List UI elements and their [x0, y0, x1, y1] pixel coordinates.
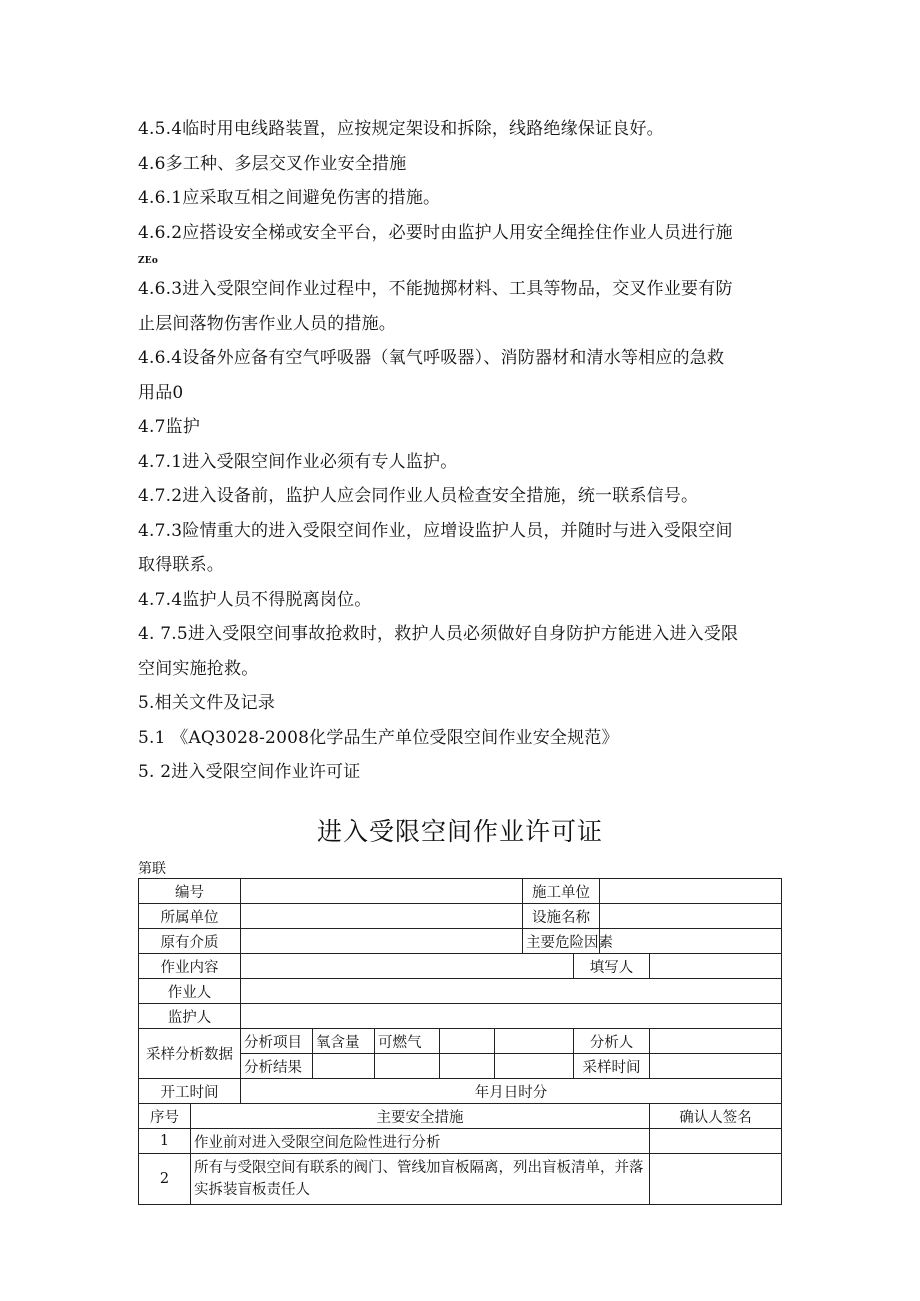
measure-text: 所有与受限空间有联系的阀门、管线加盲板隔离，列出盲板清单，并落实拆装盲板责任人: [191, 1154, 650, 1205]
measure-no: 2: [139, 1154, 191, 1205]
section-heading: 4.7监护: [138, 417, 201, 437]
paragraph-line: 4.6.3进入受限空间作业过程中，不能抛掷材料、工具等物品，交叉作业要有防: [138, 279, 733, 299]
value-result-b[interactable]: [495, 1054, 574, 1079]
paragraph-line: 止层间落物伤害作业人员的措施。: [138, 313, 396, 334]
label-analysis-result: 分析结果: [241, 1054, 313, 1079]
paragraph-line: 4.7.3险情重大的进入受限空间作业，应增设监护人员，并随时与进入受限空间: [138, 520, 733, 541]
value-sample-time[interactable]: [650, 1054, 782, 1079]
value-facility[interactable]: [600, 904, 782, 929]
paragraph-line: 5.1 《AQ3028-2008化学品生产单位受限空间作业安全规范》: [138, 727, 619, 748]
label-number: 编号: [139, 879, 241, 904]
paragraph-line: 4.6.2应搭设安全梯或安全平台，必要时由监护人用安全绳拴住作业人员进行施: [138, 222, 733, 243]
label-filler: 填写人: [574, 954, 650, 979]
value-result-a[interactable]: [440, 1054, 495, 1079]
section-heading: 5.相关文件及记录: [138, 693, 276, 713]
paragraph-fragment: ZEo: [138, 256, 159, 266]
value-combustible[interactable]: [375, 1054, 440, 1079]
label-contractor: 施工单位: [523, 879, 600, 904]
value-hazards[interactable]: [600, 929, 782, 954]
paragraph-line: 取得联系。: [138, 555, 224, 575]
paragraph-line: 5. 2进入受限空间作业许可证: [138, 762, 361, 782]
value-analyst[interactable]: [650, 1029, 782, 1054]
value-gas-a[interactable]: [440, 1029, 495, 1054]
value-filler[interactable]: [650, 954, 782, 979]
header-confirm: 确认人签名: [650, 1104, 782, 1129]
label-analysis-item: 分析项目: [241, 1029, 313, 1054]
value-oxygen[interactable]: [313, 1054, 375, 1079]
label-hazards: 主要危险因素: [523, 929, 600, 954]
value-worker[interactable]: [241, 979, 782, 1004]
paragraph-line: 空间实施抢救。: [138, 658, 259, 679]
paragraph-line: 用品0: [138, 382, 184, 403]
paragraph-line: 4.6.4设备外应备有空气呼吸器（氧气呼吸器）、消防器材和清水等相应的急救: [138, 348, 725, 368]
paragraph-line: 4.7.1进入受限空间作业必须有专人监护。: [138, 451, 458, 472]
header-seq: 序号: [139, 1104, 191, 1129]
label-worker: 作业人: [139, 979, 241, 1004]
label-unit: 所属单位: [139, 904, 241, 929]
measure-no: 1: [139, 1129, 191, 1154]
permit-table: [138, 878, 782, 1205]
paragraph-line: 4. 7.5进入受限空间事故抢救时，救护人员必须做好自身防护方能进入进入受限: [138, 624, 739, 644]
paragraph-line: 4.5.4临时用电线路装置，应按规定架设和拆除，线路绝缘保证良好。: [138, 119, 664, 139]
label-sample-time: 采样时间: [574, 1054, 650, 1079]
value-content[interactable]: [241, 954, 574, 979]
value-number[interactable]: [241, 879, 523, 904]
body-text: [138, 112, 788, 790]
paragraph-line: 4.7.4监护人员不得脱离岗位。: [138, 589, 372, 610]
label-start-time: 开工时间: [139, 1079, 241, 1104]
value-guardian[interactable]: [241, 1004, 782, 1029]
value-gas-b[interactable]: [495, 1029, 574, 1054]
form-title: 进入受限空间作业许可证: [316, 817, 603, 846]
value-start-time[interactable]: 年月日时分: [241, 1079, 782, 1104]
label-oxygen: 氧含量: [313, 1029, 375, 1054]
label-combustible: 可燃气: [375, 1029, 440, 1054]
value-contractor[interactable]: [600, 879, 782, 904]
copy-label: 第联: [138, 861, 166, 877]
section-heading: 4.6多工种、多层交叉作业安全措施: [138, 153, 407, 174]
value-unit[interactable]: [241, 904, 523, 929]
header-measures: 主要安全措施: [191, 1104, 650, 1129]
measure-confirm[interactable]: [650, 1129, 782, 1154]
label-analyst: 分析人: [574, 1029, 650, 1054]
label-content: 作业内容: [139, 954, 241, 979]
value-medium[interactable]: [241, 929, 523, 954]
measure-confirm[interactable]: [650, 1154, 782, 1205]
paragraph-line: 4.6.1应采取互相之间避免伤害的措施。: [138, 188, 441, 208]
label-guardian: 监护人: [139, 1004, 241, 1029]
label-sampling: 采样分析数据: [139, 1029, 241, 1079]
paragraph-line: 4.7.2进入设备前，监护人应会同作业人员检查安全措施，统一联系信号。: [138, 486, 699, 506]
measure-text: 作业前对进入受限空间危险性进行分析: [191, 1129, 650, 1154]
label-facility: 设施名称: [523, 904, 600, 929]
label-medium: 原有介质: [139, 929, 241, 954]
